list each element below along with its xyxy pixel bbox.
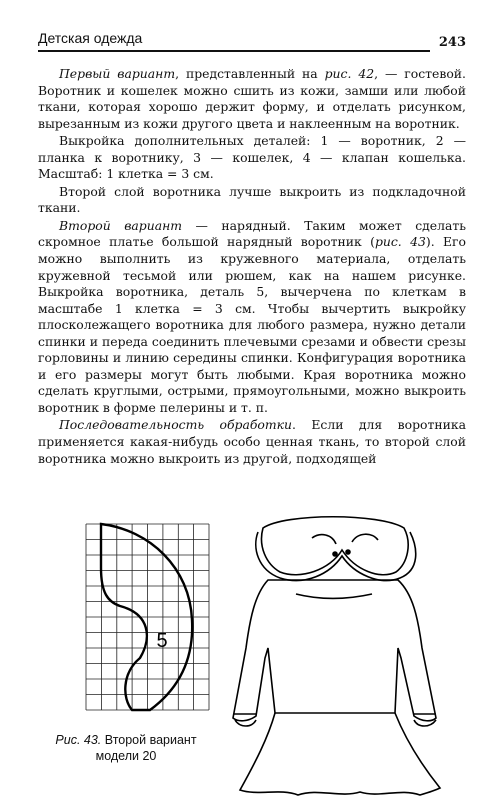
figure-caption — [46, 732, 206, 764]
body-text — [38, 66, 466, 467]
figure-ref-42: рис. 42 — [324, 66, 375, 81]
term-processing-sequence: Последовательность обработки — [59, 417, 293, 433]
figure-ref-43: рис. 43 — [374, 234, 426, 250]
dress-illustration — [233, 517, 440, 795]
caption-text: Второй вариант модели 20 — [95, 733, 197, 763]
paragraph-first-variant: Первый вариант, представленный на рис. 42, — гостевой. Воротник и кошелек можно сшить из кожи, замши или любой ткани, которая хорошо держит форму, и отделать рисунком, вырезанным из кожи другого цвета и наклеенным на воротник. — [38, 66, 466, 131]
section-title: Детская одежда — [38, 30, 143, 46]
pattern-piece-number: 5 — [156, 630, 168, 652]
pattern-grid — [86, 524, 209, 710]
caption-ref: Рис. 43. — [55, 733, 102, 747]
paragraph-second-layer: Второй слой воротника лучше выкроить из подкладочной ткани. — [38, 183, 466, 216]
term-second-variant: Второй вариант — [59, 217, 182, 233]
term-first-variant: Первый вариант — [59, 66, 176, 81]
paragraph-processing-sequence: Последовательность обработки. Если для воротника применяется какая-нибудь особо ценная ткань, то второй слой воротника можно выкроить из другой, подходящей — [38, 417, 466, 466]
page-number: 243 — [438, 35, 466, 50]
paragraph-second-variant: Второй вариант — нарядный. Таким может сделать скромное платье большой нарядный воротник (рис. 43). Его можно выполнить из кружевного материала, отделать кружевной тесьмой или рюшем, как на нашем рисунке. Выкройка воротника, деталь 5, вычерчена по клеткам в масштабе 1 клетка = 3 см. Чтобы вычертить выкройку плосколежащего воротника для любого размера, нужно детали спинки и переда соединить плечевыми срезами и обвести срезы горловины и линию середины спинки. Конфигурация воротника и его размеры могут быть любыми. Края воротника можно сделать круглыми, острыми, прямоугольными, можно выкроить воротник в форме пелерины и т. п. — [38, 217, 466, 415]
running-header — [38, 30, 466, 54]
header-rule — [38, 50, 430, 52]
paragraph-pattern-details: Выкройка дополнительных деталей: 1 — воротник, 2 — планка к воротнику, 3 — кошелек, 4 — клапан кошелька. Масштаб: 1 клетка = 3 см. — [38, 133, 466, 182]
